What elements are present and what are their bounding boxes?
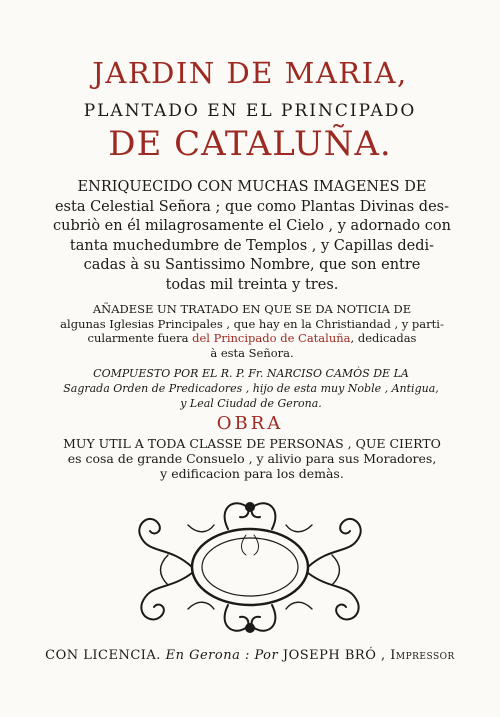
work-block: [36, 436, 468, 481]
obra-heading: OBRA: [216, 413, 284, 434]
description-line-2: esta Celestial Señora ; que como Plantas Divinas des-: [54, 198, 450, 215]
work-line-3: y edificacion para los demàs.: [160, 466, 344, 481]
title-line-2: PLANTADO EN EL PRINCIPADO: [83, 101, 417, 121]
description-line-6: todas mil treinta y tres.: [165, 276, 339, 293]
addition-line-3b: del Principado de Cataluña: [192, 331, 351, 345]
description-line-4: tanta muchedumbre de Templos , y Capillas dedi-: [69, 237, 435, 254]
addition-block: [32, 302, 472, 360]
imprint-place: En Gerona : Por: [165, 648, 279, 663]
addition-line-4: à esta Señora.: [210, 345, 294, 360]
author-line-1: COMPUESTO POR EL R. P. Fr. NARCISO CAMÒS DE LA: [93, 367, 409, 380]
printer-name: JOSEPH BRÓ , Impressor: [282, 648, 455, 663]
title-line-3: DE CATALUÑA.: [108, 124, 392, 164]
addition-line-1: AÑADESE UN TRATADO EN QUE SE DA NOTICIA DE: [92, 302, 412, 316]
addition-line-2: algunas Iglesias Principales , que hay en la Christiandad , y parti-: [60, 316, 444, 331]
imprint-line: [0, 648, 500, 663]
baroque-cartouche-ornament: [128, 495, 372, 640]
addition-line-3: [32, 331, 472, 346]
description-block: [36, 178, 468, 295]
work-line-2: es cosa de grande Consuelo , y alivio para sus Moradores,: [67, 451, 437, 466]
description-line-1: ENRIQUECIDO CON MUCHAS IMAGENES DE: [77, 179, 427, 195]
addition-line-3c: , dedicadas: [350, 331, 417, 345]
author-block: [30, 366, 472, 411]
author-line-2: Sagrada Orden de Predicadores , hijo de esta muy Noble , Antigua,: [63, 382, 439, 395]
description-line-5: cadas à su Santissimo Nombre, que son entre: [83, 257, 421, 273]
work-line-1: MUY UTIL A TODA CLASSE DE PERSONAS , QUE CIERTO: [63, 436, 441, 451]
title-line-1: JARDIN DE MARIA,: [92, 56, 408, 90]
author-line-3: y Leal Ciudad de Gerona.: [180, 397, 322, 410]
addition-line-3a: cularmente fuera: [87, 331, 189, 345]
description-line-3: cubriò en él milagrosamente el Cielo , y adornado con: [53, 218, 451, 234]
license-text: CON LICENCIA.: [45, 648, 161, 663]
